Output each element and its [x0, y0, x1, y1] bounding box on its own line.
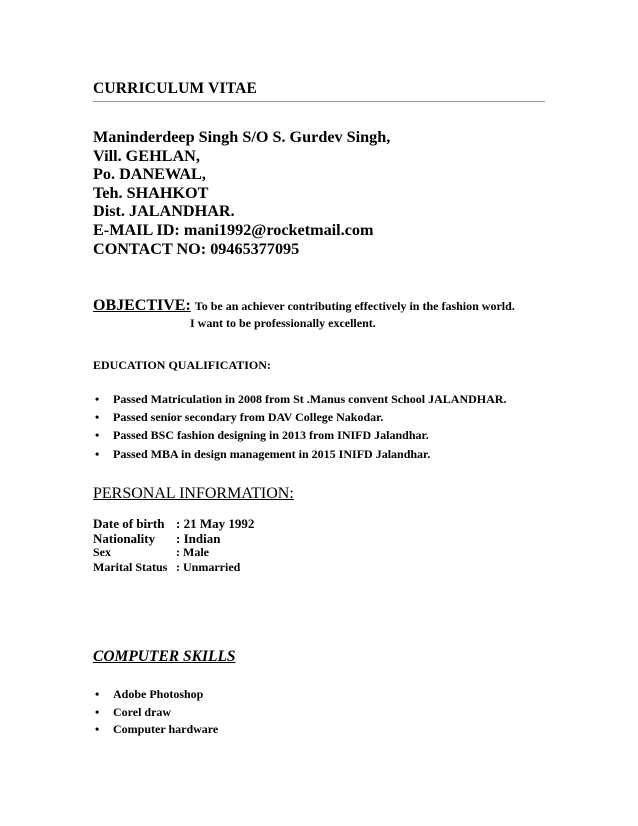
applicant-name-line: Maninderdeep Singh S/O S. Gurdev Singh,	[93, 128, 391, 146]
list-item	[93, 426, 506, 444]
education-item-text: Passed BSC fashion designing in 2013 from INIFD Jalandhar.	[113, 428, 429, 443]
education-item-text: Passed Matriculation in 2008 from St .Manus convent School JALANDHAR.	[113, 392, 507, 406]
objective-line-1: To be an achiever contributing effectively in the fashion world.	[194, 299, 515, 313]
marital-status-value: : Unmarried	[176, 559, 241, 574]
objective-line-2: I want to be professionally excellent.	[190, 316, 376, 330]
district-line: Dist. JALANDHAR.	[93, 202, 235, 221]
list-item	[93, 390, 506, 408]
contact-line: CONTACT NO: 09465377095	[93, 239, 300, 258]
bullet-icon: •	[95, 428, 100, 443]
nationality-label: Nationality	[93, 530, 156, 546]
skill-item-text: Adobe Photoshop	[113, 687, 204, 701]
computer-skills-list	[93, 686, 218, 739]
skill-item-text: Computer hardware	[113, 722, 219, 737]
nationality-value: : Indian	[176, 530, 221, 546]
dob-value: : 21 May 1992	[176, 516, 255, 531]
dob-label: Date of birth	[93, 516, 165, 531]
marital-status-label: Marital Status	[93, 559, 168, 574]
education-heading: EDUCATION QUALIFICATION:	[93, 358, 271, 372]
sex-label: Sex	[93, 545, 111, 560]
tehsil-line: Teh. SHAHKOT	[93, 183, 209, 202]
bullet-icon: •	[95, 704, 100, 719]
computer-skills-heading: COMPUTER SKILLS	[93, 648, 236, 665]
bullet-icon: •	[95, 392, 100, 406]
personal-info-heading: PERSONAL INFORMATION:	[93, 485, 294, 502]
bullet-icon: •	[95, 687, 100, 701]
village-line: Vill. GEHLAN,	[93, 146, 200, 165]
address-block	[93, 128, 390, 258]
objective-section	[93, 297, 515, 330]
objective-heading: OBJECTIVE:	[93, 297, 191, 314]
post-office-line: Po. DANEWAL,	[93, 165, 206, 184]
list-item	[93, 445, 506, 463]
bullet-icon: •	[95, 446, 100, 461]
sex-value: : Male	[176, 545, 209, 560]
skill-item-text: Corel draw	[113, 704, 172, 719]
education-list	[93, 390, 506, 463]
bullet-icon: •	[95, 722, 100, 737]
education-item-text: Passed MBA in design management in 2015 INIFD Jalandhar.	[113, 446, 431, 461]
list-item	[93, 686, 218, 704]
list-item	[93, 704, 218, 722]
email-line: E-MAIL ID: mani1992@rocketmail.com	[93, 220, 374, 239]
document-title: CURRICULUM VITAE	[93, 80, 545, 102]
list-item	[93, 721, 218, 739]
education-item-text: Passed senior secondary from DAV College Nakodar.	[113, 410, 384, 425]
list-item	[93, 408, 506, 426]
bullet-icon: •	[95, 410, 100, 425]
